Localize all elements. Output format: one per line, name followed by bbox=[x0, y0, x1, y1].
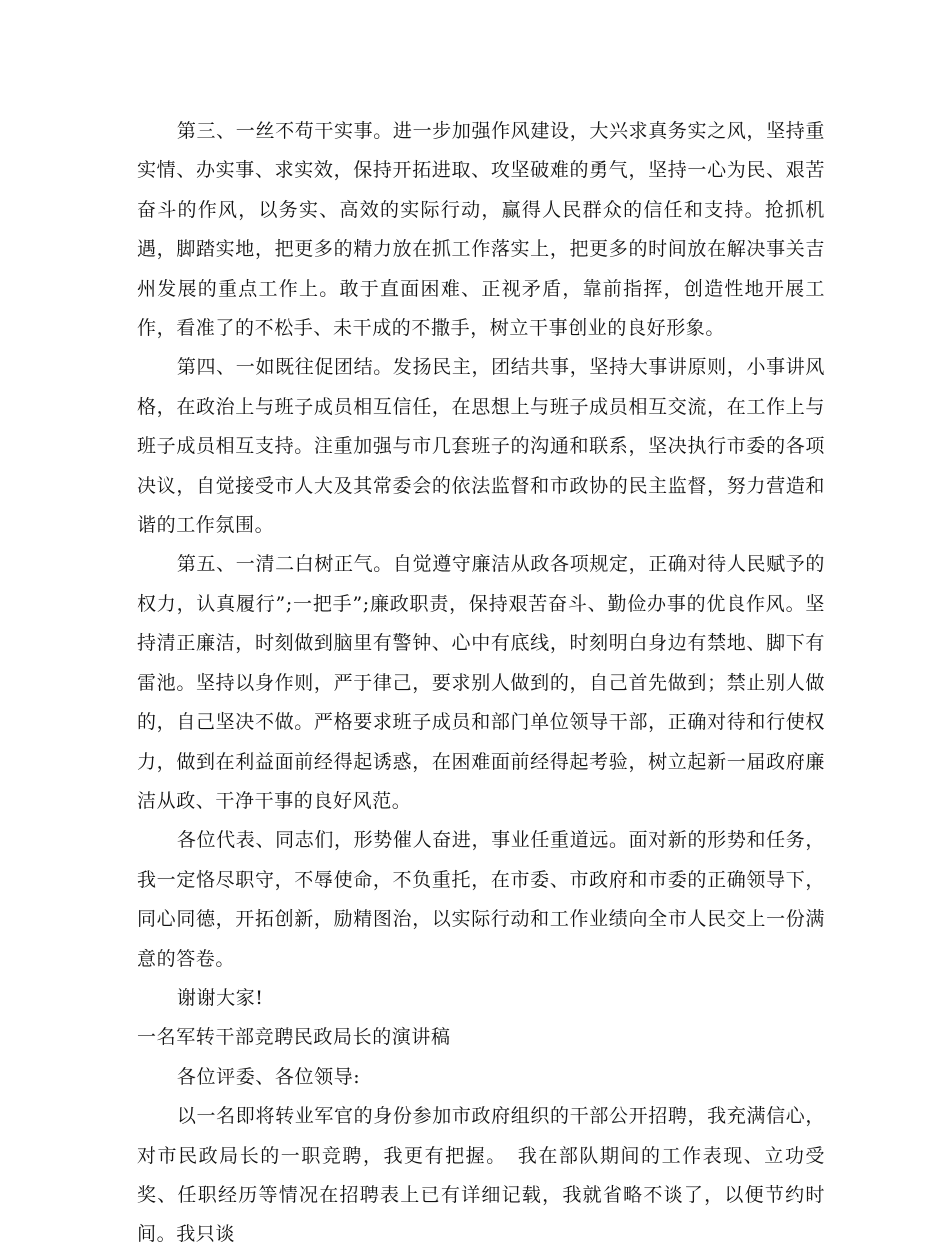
speech-title: 一名军转干部竞聘民政局长的演讲稿 bbox=[137, 1026, 451, 1049]
paragraph-salutation: 各位评委、各位领导: bbox=[176, 1065, 361, 1088]
paragraph-third-point: 第三、一丝不苟干实事。进一步加强作风建设，大兴求真务实之风，坚持重实情、办实事、求实效，保持开拓进取、攻坚破难的勇气，坚持一心为民、艰苦奋斗的作风，以务实、高效的实际行动，赢得人民群众的信任和支持。抢抓机遇，脚踏实地，把更多的精力放在抓工作落实上，把更多的时间放在解决事关吉州发展的重点工作上。敢于直面困难、正视矛盾，靠前指挥，创造性地开展工作，看准了的不松手、未干成的不撒手，树立干事创业的良好形象。 bbox=[137, 120, 825, 340]
paragraph-fourth-point: 第四、一如既往促团结。发扬民主，团结共事，坚持大事讲原则，小事讲风格，在政治上与班子成员相互信任，在思想上与班子成员相互交流，在工作上与班子成员相互支持。注重加强与市几套班子的沟通和联系，坚决执行市委的各项决议，自觉接受市人大及其常委会的依法监督和市政协的民主监督，努力营造和谐的工作氛围。 bbox=[137, 356, 825, 537]
paragraph-thanks: 谢谢大家! bbox=[176, 986, 264, 1009]
document-body bbox=[137, 112, 825, 1255]
paragraph-fifth-point: 第五、一清二白树正气。自觉遵守廉洁从政各项规定，正确对待人民赋予的权力，认真履行”;一把手”;廉政职责，保持艰苦奋斗、勤俭办事的优良作风。坚持清正廉洁，时刻做到脑里有警钟、心中有底线，时刻明白身边有禁地、脚下有雷池。坚持以身作则，严于律己，要求别人做到的，自己首先做到；禁止别人做的，自己坚决不做。严格要求班子成员和部门单位领导干部，正确对待和行使权力，做到在利益面前经得起诱惑，在困难面前经得起考验，树立起新一届政府廉洁从政、干净干事的良好风范。 bbox=[137, 553, 825, 812]
paragraph-introduction: 以一名即将转业军官的身份参加市政府组织的干部公开招聘，我充满信心，对市民政局长的一职竞聘，我更有把握。 我在部队期间的工作表现、立功受奖、任职经历等情况在招聘表上已有详细记载，我就省略不谈了，以便节约时间。我只谈 bbox=[137, 1105, 825, 1246]
paragraph-closing-remarks: 各位代表、同志们，形势催人奋进，事业任重道远。面对新的形势和任务，我一定恪尽职守，不辱使命，不负重托，在市委、市政府和市委的正确领导下，同心同德，开拓创新，励精图治，以实际行动和工作业绩向全市人民交上一份满意的答卷。 bbox=[137, 829, 825, 970]
